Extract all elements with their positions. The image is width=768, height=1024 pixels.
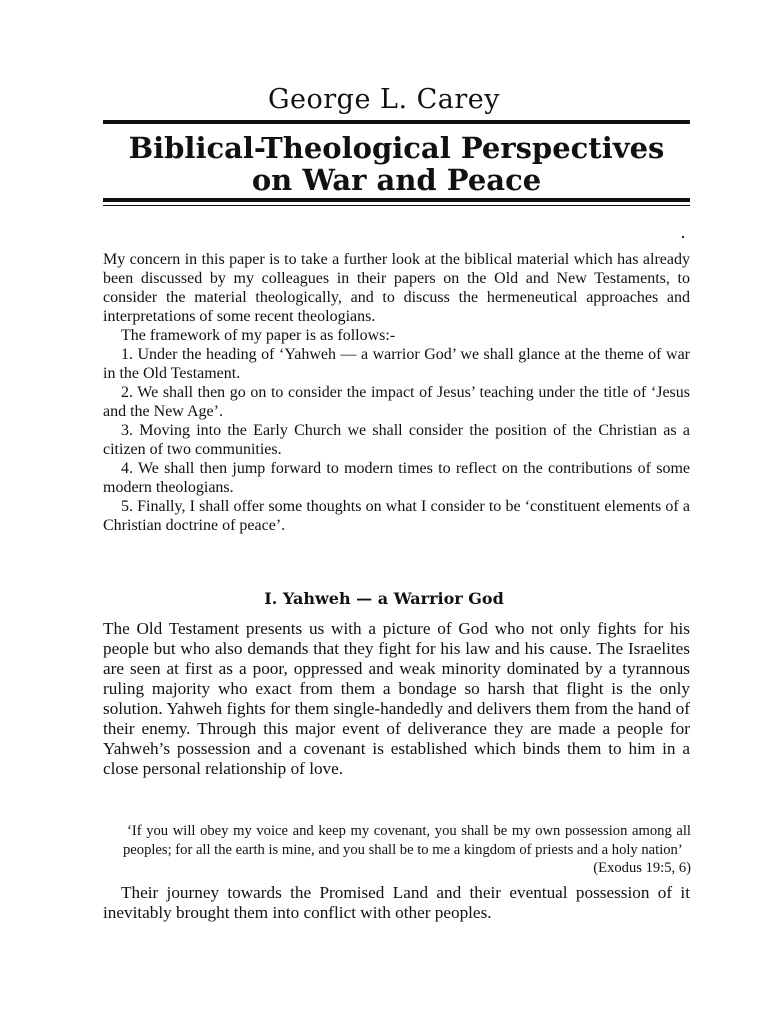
- framework-line: The framework of my paper is as follows:-: [121, 327, 396, 344]
- quote-text: ‘If you will obey my voice and keep my covenant, you shall be my own possession among all peoples; for all the earth is mine, and you shall be to me a kingdom of priests and a holy nation’: [123, 823, 691, 858]
- print-speck: [682, 236, 684, 238]
- title-line-1: Biblical-Theological Perspectives: [128, 131, 665, 165]
- framework-item-5: 5. Finally, I shall offer some thoughts on what I consider to be ‘constituent elements of a Christian doctrine of peace’.: [103, 498, 690, 534]
- author-name: George L. Carey: [267, 84, 501, 115]
- framework-item-1: 1. Under the heading of ‘Yahweh — a warrior God’ we shall glance at the theme of war in the Old Testament.: [103, 346, 690, 382]
- article-title: [103, 132, 690, 196]
- intro-paragraph: My concern in this paper is to take a further look at the biblical material which has already been discussed by my colleagues in their papers on the Old and New Testaments, to consider the material theologically, and to discuss the hermeneutical approaches and interpretations of some recent theologians.: [103, 251, 690, 325]
- intro-section: [103, 250, 690, 535]
- block-quote: [123, 822, 691, 878]
- title-rule-bottom-thick: [103, 198, 690, 202]
- section-paragraph-1: The Old Testament presents us with a picture of God who not only fights for his people but who also demands that they fight for his law and his cause. The Israelites are seen at first as a poor, oppressed and weak minority dominated by a tyrannous ruling majority who exact from them a bondage so harsh that flight is the only solution. Yahweh fights for them single-handedly and delivers them from the hand of their enemy. Through this major event of deliverance they are made a people for Yahweh’s possession and a covenant is established which binds them to him in a close personal relationship of love.: [103, 619, 690, 778]
- section-paragraph-2: Their journey towards the Promised Land and their eventual possession of it inevitably brought them into conflict with other peoples.: [103, 883, 690, 922]
- framework-item-4: 4. We shall then jump forward to modern times to reflect on the contributions of some modern theologians.: [103, 460, 690, 496]
- title-rule-top: [103, 120, 690, 124]
- framework-item-2: 2. We shall then go on to consider the impact of Jesus’ teaching under the title of ‘Jesus and the New Age’.: [103, 384, 690, 420]
- framework-item-3: 3. Moving into the Early Church we shall consider the position of the Christian as a citizen of two communities.: [103, 422, 690, 458]
- title-line-2: on War and Peace: [251, 163, 542, 197]
- title-rule-bottom-thin: [103, 205, 690, 206]
- quote-reference: (Exodus 19:5, 6): [593, 860, 691, 876]
- section-heading: I. Yahweh — a Warrior God: [264, 589, 504, 608]
